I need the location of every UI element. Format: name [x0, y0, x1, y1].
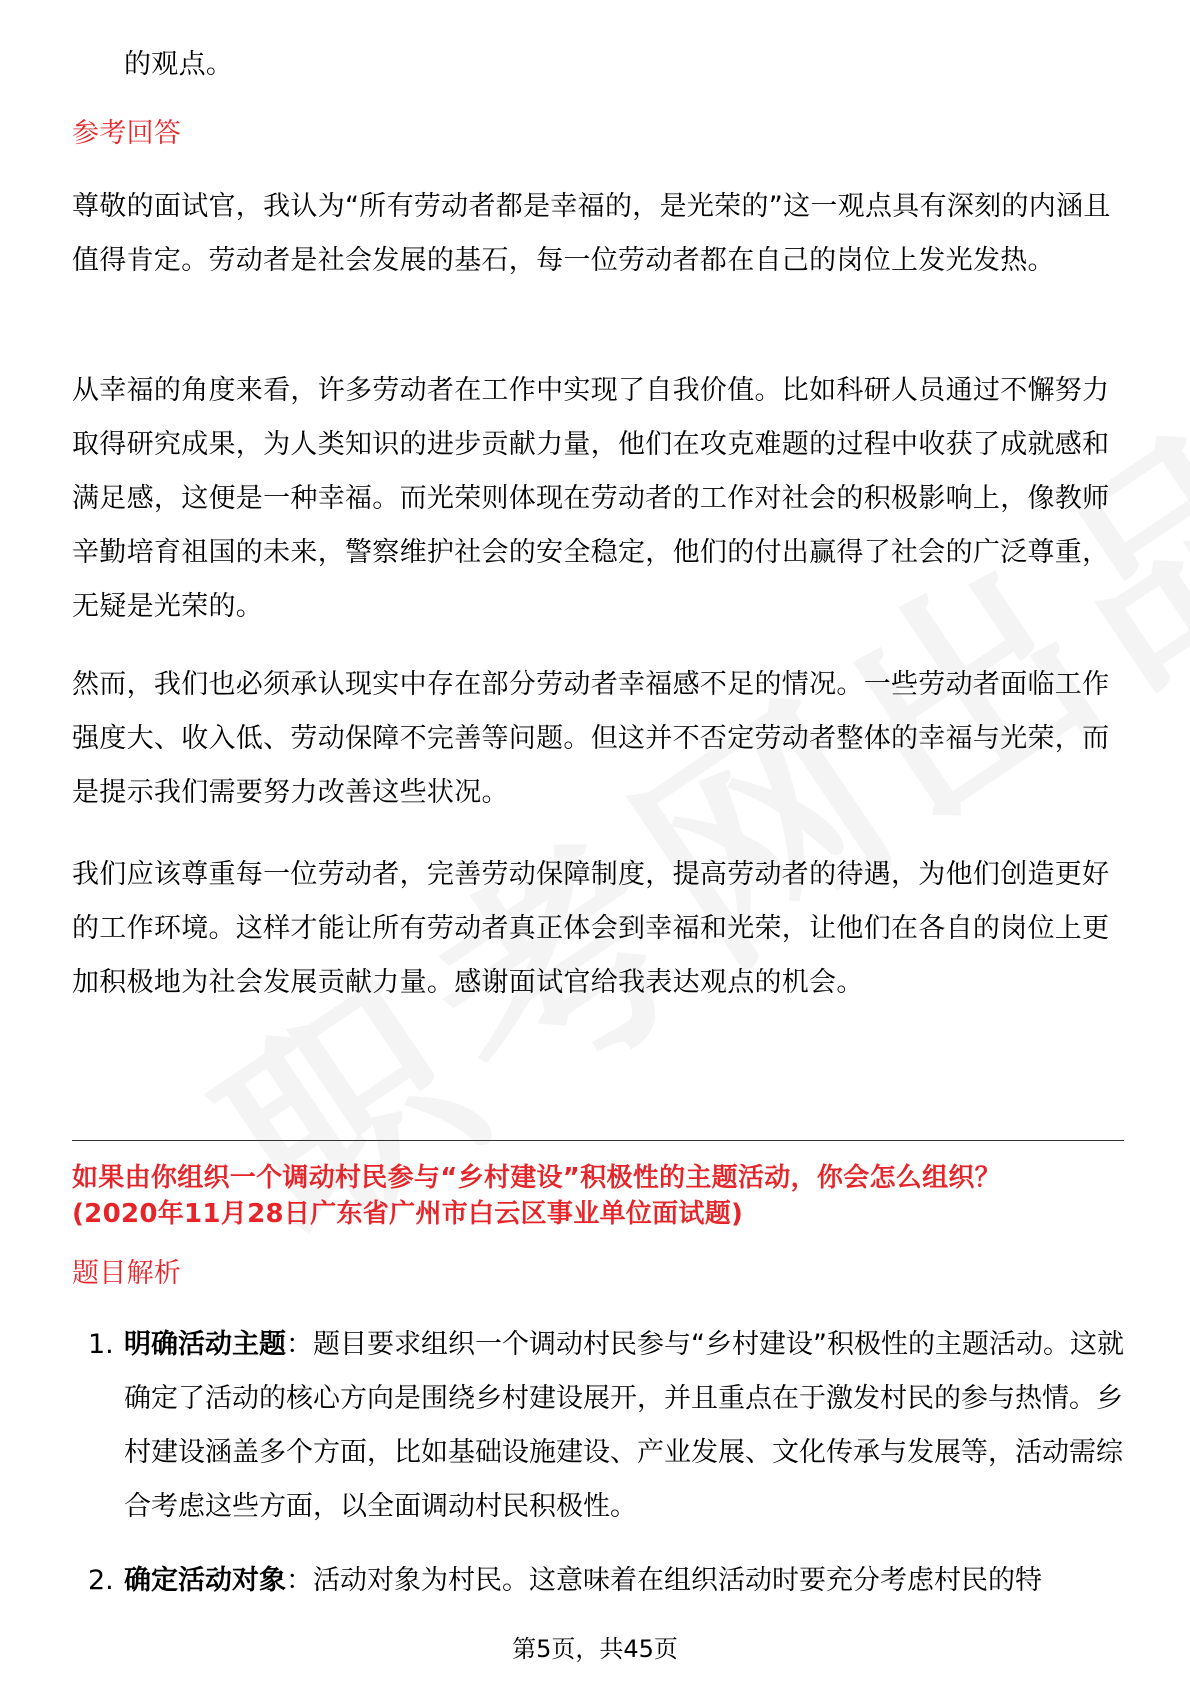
- answer-paragraph-3: 然而，我们也必须承认现实中存在部分劳动者幸福感不足的情况。一些劳动者面临工作强度大、收入低、劳动保障不完善等问题。但这并不否定劳动者整体的幸福与光荣，而是提示我们需要努力改善这些状况。: [72, 669, 1110, 808]
- question-title: 如果由你组织一个调动村民参与“乡村建设”积极性的主题活动，你会怎么组织？: [72, 1163, 1001, 1193]
- list-number: 2.: [88, 1565, 114, 1596]
- analysis-item-2: [72, 1554, 1132, 1608]
- analysis-heading: 题目解析: [72, 1258, 182, 1289]
- analysis-item-1: [72, 1318, 1132, 1534]
- intro-tail-text: 的观点。: [124, 49, 234, 80]
- answer-paragraph-1: 尊敬的面试官，我认为“所有劳动者都是幸福的，是光荣的”这一观点具有深刻的内涵且值得肯定。劳动者是社会发展的基石，每一位劳动者都在自己的岗位上发光发热。: [72, 191, 1111, 276]
- analysis-item-text: ：题目要求组织一个调动村民参与“乡村建设”积极性的主题活动。这就确定了活动的核心方向是围绕乡村建设展开，并且重点在于激发村民的参与热情。乡村建设涵盖多个方面，比如基础设施建设、产业发展、文化传承与发展等，活动需综合考虑这些方面，以全面调动村民积极性。: [124, 1329, 1124, 1522]
- answer-paragraph-4: 我们应该尊重每一位劳动者，完善劳动保障制度，提高劳动者的待遇，为他们创造更好的工作环境。这样才能让所有劳动者真正体会到幸福和光荣，让他们在各自的岗位上更加积极地为社会发展贡献力量。感谢面试官给我表达观点的机会。: [72, 859, 1110, 998]
- analysis-item-text: ：活动对象为村民。这意味着在组织活动时要充分考虑村民的特: [286, 1565, 1042, 1596]
- question-source: (2020年11月28日广东省广州市白云区事业单位面试题): [72, 1199, 744, 1229]
- section-divider: [72, 1140, 1124, 1141]
- analysis-item-term: 明确活动主题: [124, 1329, 286, 1360]
- answer-heading: 参考回答: [72, 118, 182, 149]
- page-number-footer: 第5页，共45页: [512, 1635, 678, 1663]
- analysis-item-term: 确定活动对象: [124, 1565, 286, 1596]
- list-number: 1.: [88, 1329, 114, 1360]
- answer-paragraph-2: 从幸福的角度来看，许多劳动者在工作中实现了自我价值。比如科研人员通过不懈努力取得研究成果，为人类知识的进步贡献力量，他们在攻克难题的过程中收获了成就感和满足感，这便是一种幸福。而光荣则体现在劳动者的工作对社会的积极影响上，像教师辛勤培育祖国的未来，警察维护社会的安全稳定，他们的付出赢得了社会的广泛尊重，无疑是光荣的。: [72, 375, 1110, 622]
